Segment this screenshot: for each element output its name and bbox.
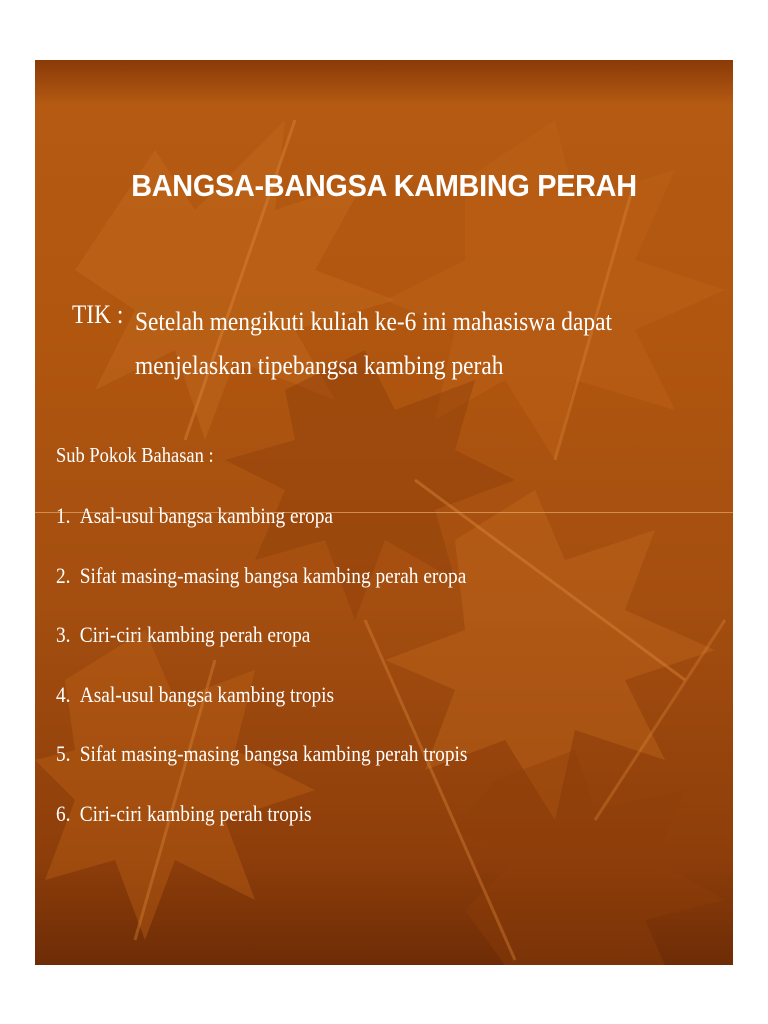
list-item-text: Ciri-ciri kambing perah tropis <box>79 800 312 826</box>
slide-title: BANGSA-BANGSA KAMBING PERAH <box>131 168 637 203</box>
sub-topic-list <box>56 502 524 859</box>
list-item-number: 1. <box>56 503 71 528</box>
list-item <box>56 562 467 622</box>
list-item-text: Asal-usul bangsa kambing eropa <box>79 503 333 528</box>
list-item-number: 3. <box>56 622 71 647</box>
list-item-number: 4. <box>56 681 71 707</box>
list-item <box>56 681 467 741</box>
list-item-text: Ciri-ciri kambing perah eropa <box>79 622 311 647</box>
list-item-text: Sifat masing-masing bangsa kambing perah eropa <box>79 562 467 588</box>
list-item-text: Sifat masing-masing bangsa kambing perah tropis <box>79 741 468 766</box>
list-item-text: Asal-usul bangsa kambing tropis <box>79 681 335 707</box>
list-item <box>56 621 467 681</box>
list-item-number: 6. <box>56 800 71 826</box>
list-item <box>56 502 467 562</box>
list-item <box>56 800 467 860</box>
sub-topic-heading: Sub Pokok Bahasan : <box>56 443 214 467</box>
tik-objective-text: Setelah mengikuti kuliah ke-6 ini mahasiswa dapat menjelaskan tipebangsa kambing perah <box>135 307 612 380</box>
list-item <box>56 740 467 800</box>
slide <box>35 60 733 965</box>
list-item-number: 2. <box>56 562 71 588</box>
list-item-number: 5. <box>56 741 71 766</box>
tik-label: TIK : <box>72 300 124 329</box>
